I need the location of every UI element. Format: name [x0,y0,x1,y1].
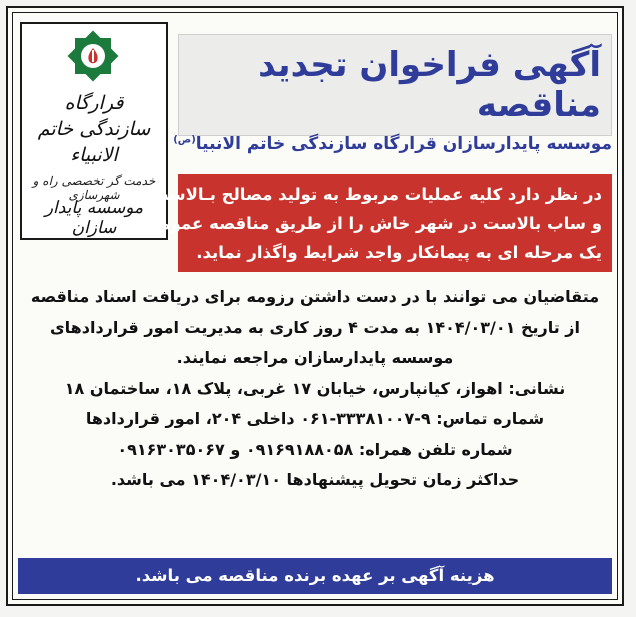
body-line: موسسه پایدارسازان مراجعه نمایند. [176,348,454,367]
body-line: متقاضیان می توانند با در دست داشتن رزومه برای دریافت اسناد مناقصه [30,287,600,306]
highlight-line: در نظر دارد کلیه عملیات مربوط به تولید مصالح بـالاست [151,185,602,204]
body-line: از تاریخ ۱۴۰۴/۰۳/۰۱ به مدت ۴ روز کاری به مدیریت امور قراردادهای [49,317,580,337]
highlight-line: و ساب بالاست در شهر خاش را از طریق مناقصه عمومی [143,214,602,233]
footer-banner: هزینه آگهی بر عهده برنده مناقصه می باشد. [18,558,612,594]
logo-institute-name: موسسه پایدار سازان [44,198,144,238]
notice-frame [6,6,624,606]
page-title: آگهی فراخوان تجدید مناقصه [258,45,601,125]
logo-box [20,22,168,240]
subtitle-text: موسسه پایدارسازان قرارگاه سازندگی خاتم الانبیا [195,134,612,154]
mobile-line: شماره تلفن همراه: ۰۹۱۶۹۱۸۸۰۵۸ و ۰۹۱۶۳۰۳۵۰۶۷ [117,439,513,459]
phone-line: شماره تماس: ۹-۳۳۳۸۱۰۰۷-۰۶۱ داخلی ۲۰۴، امور قراردادها [85,409,545,428]
deadline-line: حداکثر زمان تحویل پیشنهادها ۱۴۰۴/۰۳/۱۰ می باشد. [110,470,520,489]
title-band [178,34,612,136]
logo-org-name: قرارگاه سازندگی خاتم الانبیاء [37,92,151,166]
subtitle [173,134,612,154]
highlight-box [143,174,612,272]
highlight-line: یک مرحله ای به پیمانکار واجد شرایط واگذار نماید. [196,243,602,262]
address-line: نشانی: اهواز، کیانپارس، خیابان ۱۷ غربی، پلاک ۱۸، ساختمان ۱۸ [64,378,566,398]
notice-body [20,282,610,496]
emblem-icon [62,30,124,82]
logo-tagline: خدمت گر تخصصی راه و شهرسازی [32,174,156,202]
subtitle-sup: (ص) [173,134,196,146]
